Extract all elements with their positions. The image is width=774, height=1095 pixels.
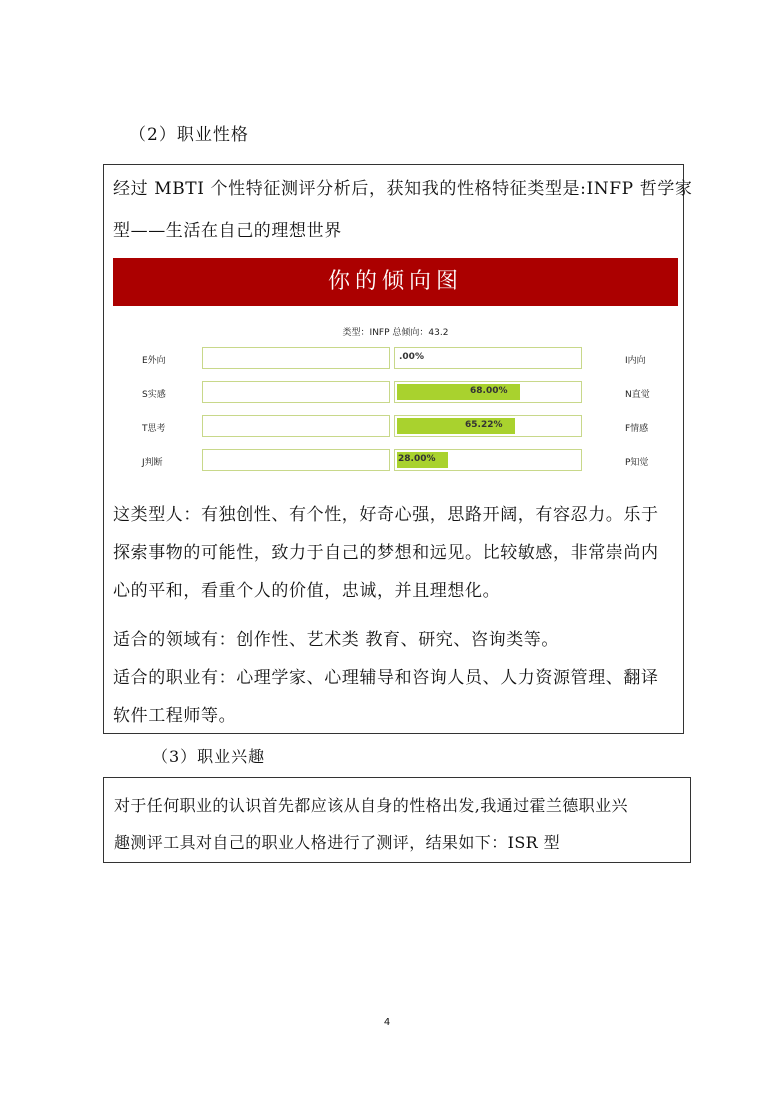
bar-cell-left bbox=[202, 381, 390, 403]
row-label-right: P知觉 bbox=[625, 458, 649, 468]
suitable-fields: 适合的领域有：创作性、艺术类 教育、研究、咨询类等。 bbox=[113, 630, 560, 650]
bar-cell-right bbox=[394, 415, 582, 437]
chart-title: 类型：INFP 总倾向：43.2 bbox=[342, 328, 449, 338]
row-label-left: S实感 bbox=[142, 390, 166, 400]
personality-box bbox=[103, 164, 693, 734]
bar-value-label: .00% bbox=[399, 352, 424, 362]
bar-cell-right bbox=[394, 381, 582, 403]
desc-line-2: 探索事物的可能性，致力于自己的梦想和远见。比较敏感，非常崇尚内 bbox=[113, 543, 659, 563]
row-label-left: J判断 bbox=[142, 458, 163, 468]
intro-line-1: 经过 MBTI 个性特征测评分析后，获知我的性格特征类型是:INFP 哲学家 bbox=[113, 179, 693, 199]
section-heading-career-personality: （2）职业性格 bbox=[129, 125, 249, 145]
section-heading-career-interest: （3）职业兴趣 bbox=[152, 747, 266, 766]
bar-value-label: 65.22% bbox=[465, 420, 503, 430]
bar-cell-left bbox=[202, 415, 390, 437]
row-label-left: E外向 bbox=[142, 356, 166, 366]
page-number: 4 bbox=[383, 1017, 391, 1028]
bar-cell-left bbox=[202, 449, 390, 471]
row-label-left: T思考 bbox=[142, 424, 166, 434]
bar-cell-right bbox=[394, 347, 582, 369]
row-label-right: N直觉 bbox=[625, 390, 650, 400]
desc-line-3: 心的平和，看重个人的价值，忠诚，并且理想化。 bbox=[113, 581, 501, 601]
bar-value-label: 68.00% bbox=[470, 386, 508, 396]
suitable-jobs-line-2: 软件工程师等。 bbox=[113, 706, 237, 726]
interest-line-1: 对于任何职业的认识首先都应该从自身的性格出发,我通过霍兰德职业兴 bbox=[114, 796, 628, 815]
bar-cell-right bbox=[394, 449, 582, 471]
desc-line-1: 这类型人：有独创性、有个性，好奇心强，思路开阔，有容忍力。乐于 bbox=[113, 505, 659, 525]
row-label-right: I内向 bbox=[625, 356, 646, 366]
intro-line-2: 型——生活在自己的理想世界 bbox=[113, 221, 342, 241]
interest-line-2: 趣测评工具对自己的职业人格进行了测评，结果如下：ISR 型 bbox=[114, 833, 561, 852]
tendency-chart bbox=[113, 306, 678, 476]
bar-value-label: 28.00% bbox=[398, 454, 436, 464]
interest-box bbox=[103, 777, 691, 863]
row-label-right: F情感 bbox=[625, 424, 649, 434]
bar-cell-left bbox=[202, 347, 390, 369]
suitable-jobs-line-1: 适合的职业有：心理学家、心理辅导和咨询人员、人力资源管理、翻译 bbox=[113, 668, 659, 688]
tendency-banner: 你的倾向图 bbox=[113, 258, 678, 306]
